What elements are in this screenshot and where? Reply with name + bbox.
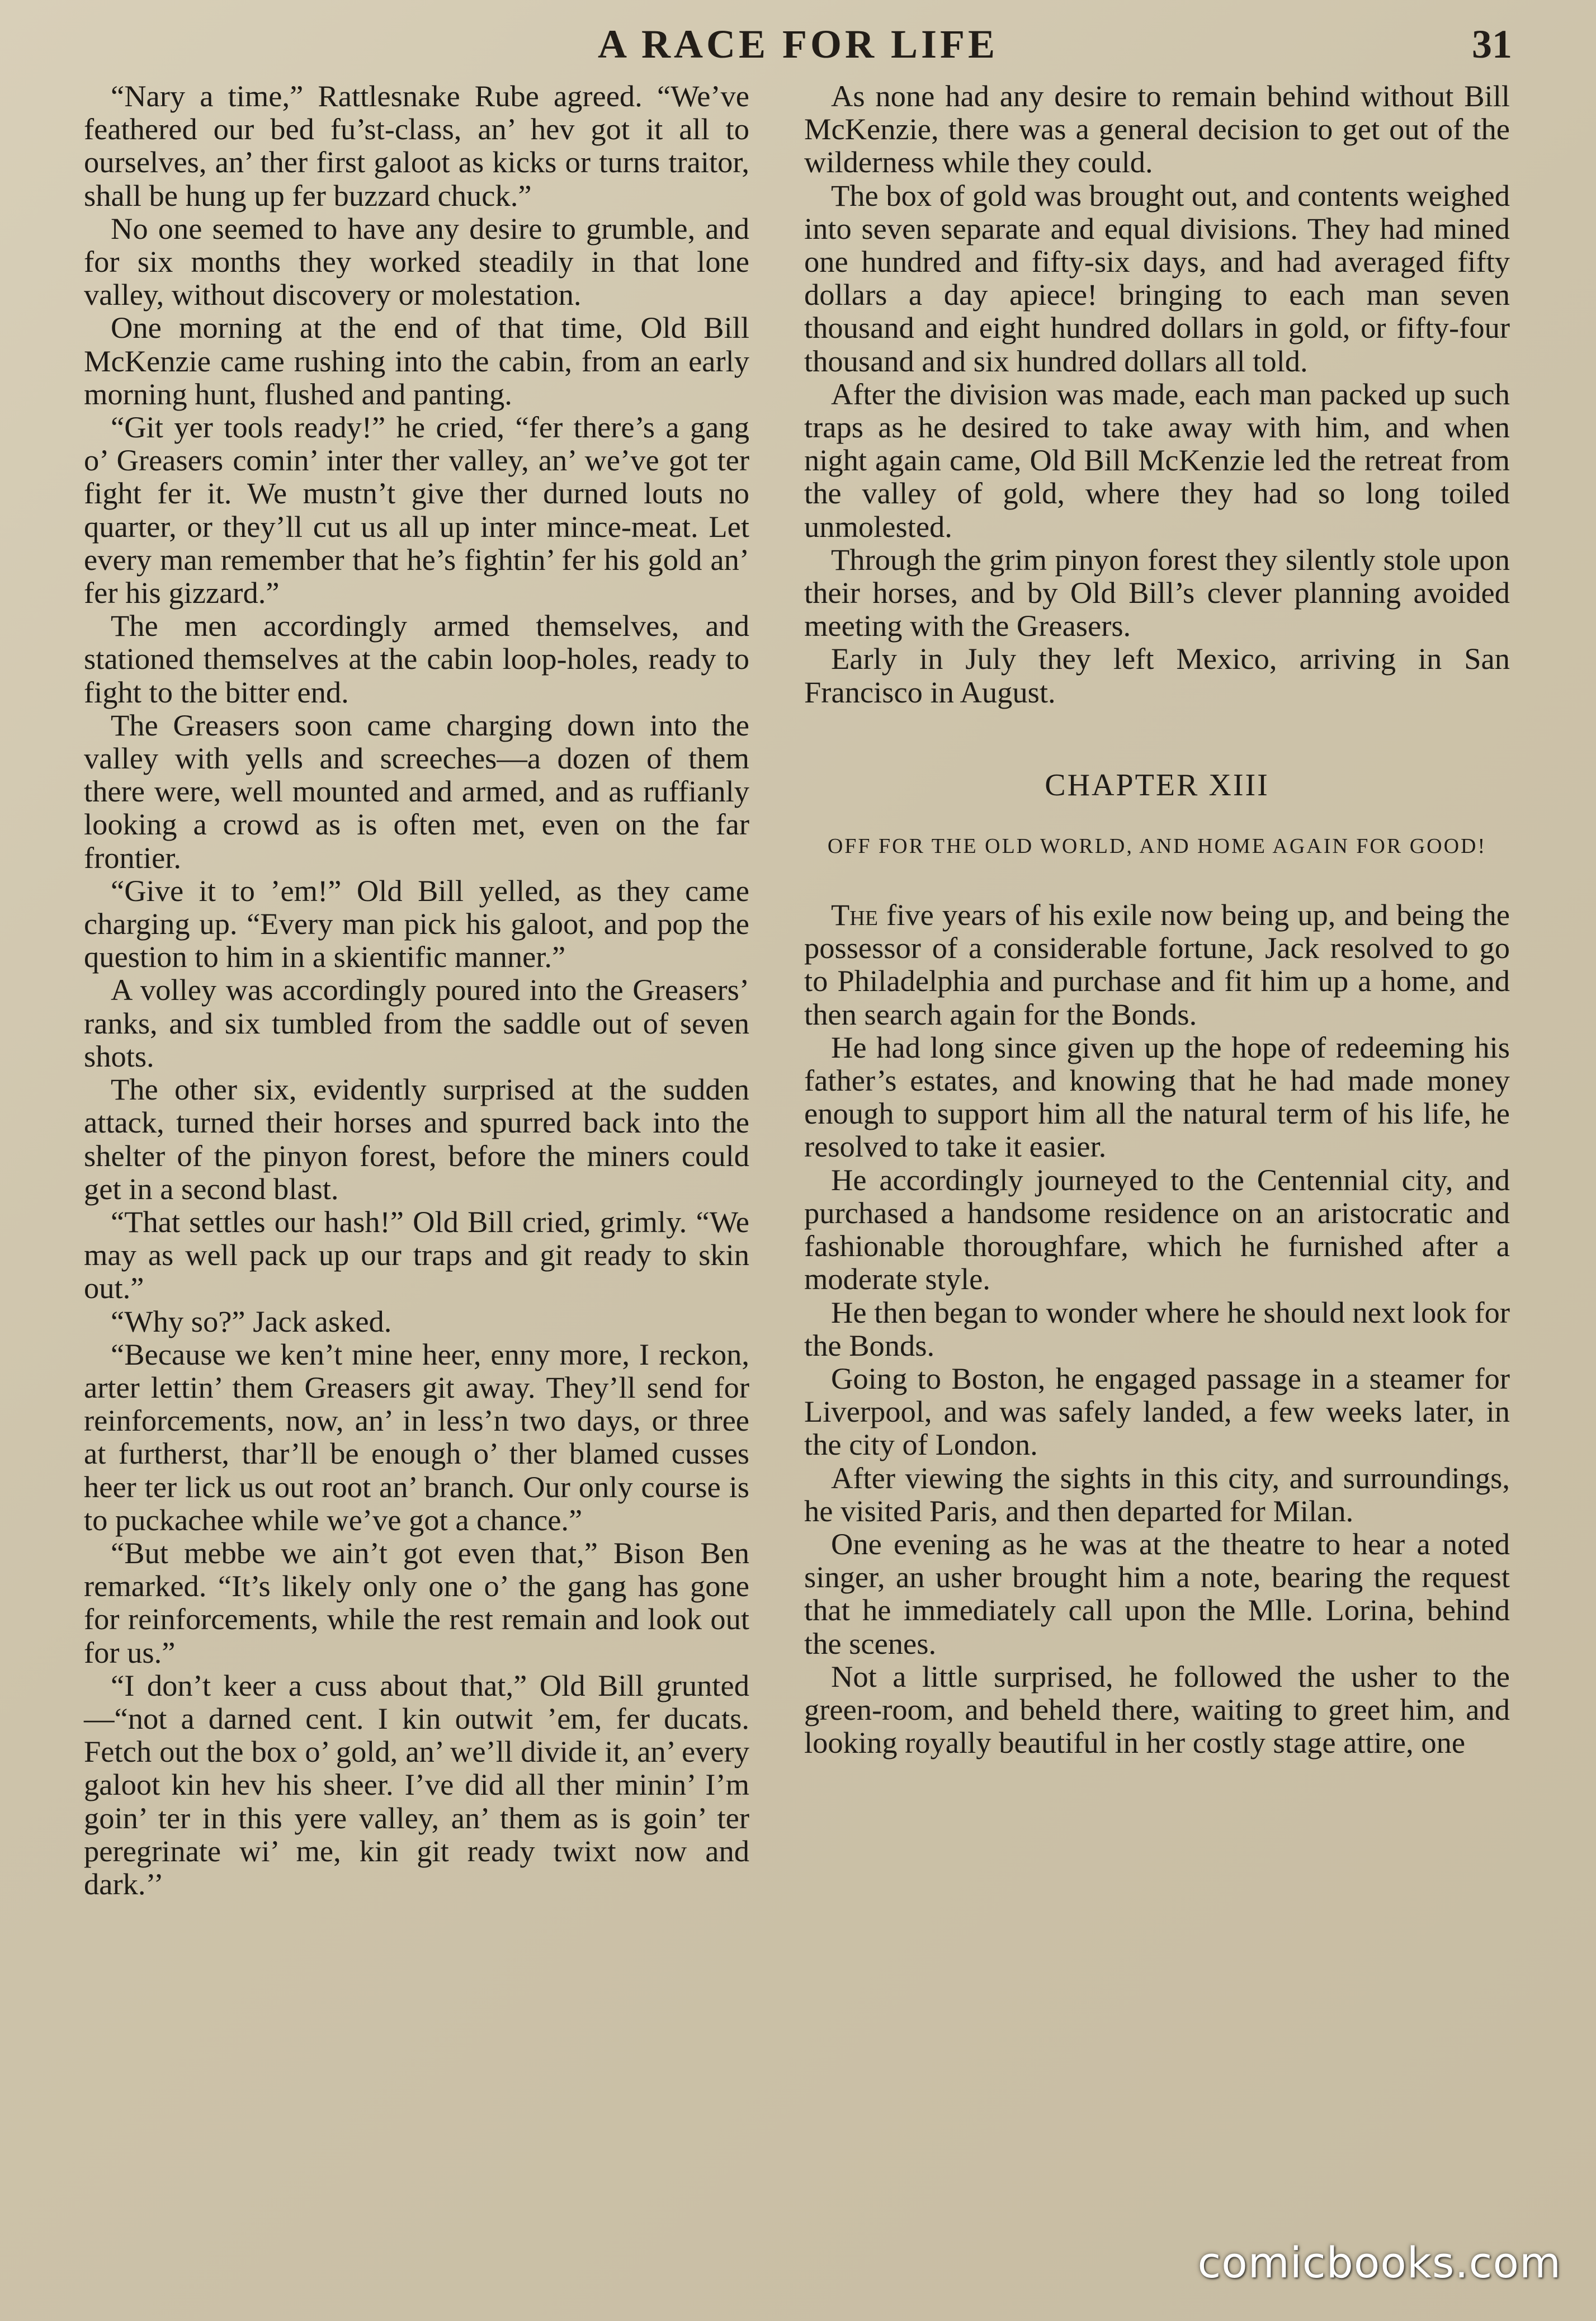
paragraph: Not a little surprised, he followed the usher to the green-room, and beheld there, waiting to greet him, and looking royally beautiful in her costly stage attire, one xyxy=(804,1659,1510,1760)
site-watermark: comicbooks.com xyxy=(1197,2238,1561,2287)
lead-word: The xyxy=(831,898,878,932)
paragraph: He had long since given up the hope of redeeming his father’s estates, and knowing that he had made money enough to support him all the natural term of his life, he resolved to take it easier. xyxy=(804,1030,1510,1164)
right-column xyxy=(804,79,1510,1759)
running-title: A RACE FOR LIFE xyxy=(597,22,999,67)
paragraph: One evening as he was at the theatre to hear a noted singer, an usher brought him a note, bearing the request that he immediately call upon the Mlle. Lorina, behind the scenes. xyxy=(804,1526,1510,1660)
paragraph: He accordingly journeyed to the Centennial city, and purchased a handsome residence on an aristocratic and fashionable thoroughfare, which he furnished after a moderate style. xyxy=(804,1162,1510,1296)
paragraph: “Why so?” Jack asked. xyxy=(111,1304,392,1338)
paragraph: “Nary a time,” Rattlesnake Rube agreed. “We’ve feathered our bed fu’st-class, an’ hev got it all to ourselves, an’ ther first galoot as kicks or turns traitor, shall be hung up fer buzzard chuck.” xyxy=(84,79,749,213)
paragraph: After viewing the sights in this city, and surroundings, he visited Paris, and then departed for Milan. xyxy=(804,1460,1510,1528)
paragraph: Going to Boston, he engaged passage in a steamer for Liverpool, and was safely landed, a few weeks later, in the city of London. xyxy=(804,1361,1510,1462)
opening-text: five years of his exile now being up, and being the possessor of a considerable fortune, Jack resolved to go to Philadelphia and purchase and fit him up a home, and then search again for the Bonds. xyxy=(804,898,1510,1031)
paragraph: “That settles our hash!” Old Bill cried, grimly. “We may as well pack up our traps and git ready to skin out.” xyxy=(84,1204,749,1305)
paragraph: After the division was made, each man packed up such traps as he desired to take away with him, and when night again came, Old Bill McKenzie led the retreat from the valley of gold, where they had so long toiled unmolested. xyxy=(804,376,1510,544)
paragraph: The box of gold was brought out, and contents weighed into seven separate and equal divisions. They had mined one hundred and fifty-six days, and had averaged fifty dollars a day apiece! bringing to each man seven thousand and eight hundred dollars in gold, or fifty-four thousand and six hundred dollars all told. xyxy=(804,178,1510,378)
left-column xyxy=(84,79,749,1900)
paragraph: “Git yer tools ready!” he cried, “fer there’s a gang o’ Greasers comin’ inter ther valley, an’ we’ve got ter fight fer it. We mustn’t give ther durned louts no quarter, or they’ll cut us all up inter mince-meat. Let every man remember that he’s fightin’ fer his gold an’ fer his gizzard.” xyxy=(84,410,749,610)
chapter-number: CHAPTER XIII xyxy=(1045,767,1269,803)
paragraph: “I don’t keer a cuss about that,” Old Bill grunted—“not a darned cent. I kin outwit ’em, fer ducats. Fetch out the box o’ gold, an’ we’ll divide it, an’ every galoot kin hev his sheer. I’ve did all ther minin’ I’m goin’ ter in this yere valley, an’ them as is goin’ ter peregrinate wi’ me, kin git ready twixt now and dark.’’ xyxy=(84,1668,749,1901)
paragraph: Early in July they left Mexico, arriving in San Francisco in August. xyxy=(804,641,1510,709)
paragraph: He then began to wonder where he should next look for the Bonds. xyxy=(804,1295,1510,1362)
page-number: 31 xyxy=(1472,22,1512,67)
page-header xyxy=(0,21,1596,72)
paragraph: The men accordingly armed themselves, and stationed themselves at the cabin loop-holes, ready to fight to the bitter end. xyxy=(84,608,749,709)
paragraph: “Give it to ’em!” Old Bill yelled, as they came charging up. “Every man pick his galoot, and pop the question to him in a skientific manner.” xyxy=(84,873,749,974)
paragraph: A volley was accordingly poured into the Greasers’ ranks, and six tumbled from the saddle out of seven shots. xyxy=(84,973,749,1073)
paragraph: The other six, evidently surprised at the sudden attack, turned their horses and spurred back into the shelter of the pinyon forest, before the miners could get in a second blast. xyxy=(84,1072,749,1206)
paragraph: Through the grim pinyon forest they silently stole upon their horses, and by Old Bill’s clever planning avoided meeting with the Greasers. xyxy=(804,542,1510,643)
chapter-opening-paragraph xyxy=(804,898,1510,1031)
paragraph: One morning at the end of that time, Old Bill McKenzie came rushing into the cabin, from an early morning hunt, flushed and panting. xyxy=(84,310,749,411)
paragraph: No one seemed to have any desire to grumble, and for six months they worked steadily in that lone valley, without discovery or molestation. xyxy=(84,211,749,312)
paragraph: “Because we ken’t mine heer, enny more, I reckon, arter lettin’ them Greasers git away. They’ll send for reinforcements, now, an’ in less’n two days, or three at furtherst, thar’ll be enough o’ ther blamed cusses heer ter lick us out root an’ branch. Our only course is to puckachee while we’ve got a chance.” xyxy=(84,1337,749,1537)
paragraph: “But mebbe we ain’t got even that,” Bison Ben remarked. “It’s likely only one o’ the gang has gone for reinforcements, while the rest remain and look out for us.” xyxy=(84,1535,749,1669)
paragraph: As none had any desire to remain behind without Bill McKenzie, there was a general decision to get out of the wilderness while they could. xyxy=(804,79,1510,180)
chapter-title: OFF FOR THE OLD WORLD, AND HOME AGAIN FOR GOOD! xyxy=(827,834,1487,858)
paragraph: The Greasers soon came charging down into the valley with yells and screeches—a dozen of them there were, well mounted and armed, and as ruffianly looking a crowd as is often met, even on the far frontier. xyxy=(84,707,749,875)
